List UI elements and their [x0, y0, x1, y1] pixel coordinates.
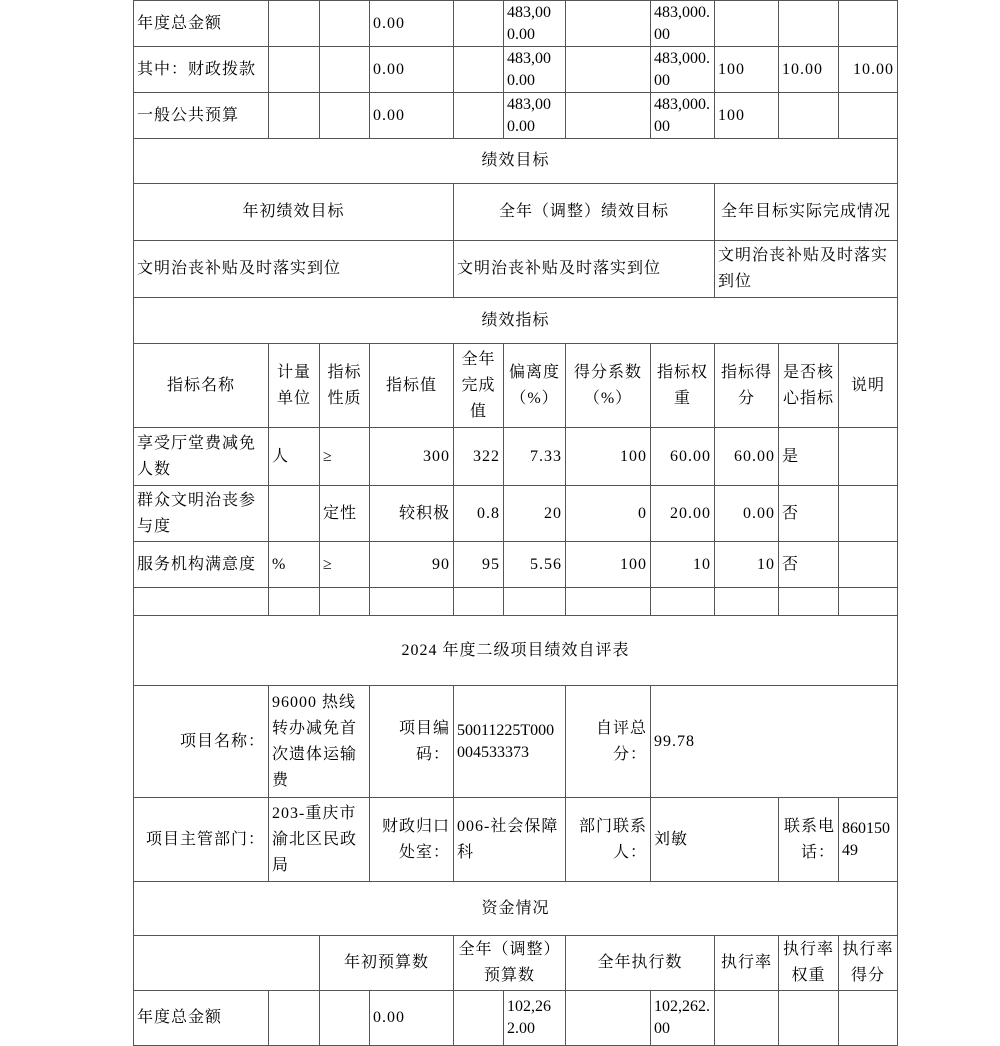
indicator-cell: [453, 427, 504, 486]
initial-budget: [369, 0, 454, 47]
rate-score: [838, 46, 898, 93]
empty-cell: [565, 990, 651, 1046]
section-title-goals: [133, 138, 898, 184]
indicator-cell: [838, 427, 898, 486]
indicator-header: [503, 343, 566, 428]
indicator-cell: [838, 485, 898, 542]
indicator-cell-text: 服务机构满意度: [137, 555, 257, 573]
rate-weight: [778, 0, 839, 47]
indicator-cell-text: 5.56: [530, 555, 562, 573]
indicator-cell-text: 20.00: [670, 504, 711, 522]
adjusted-budget-text: 483,000.00: [507, 95, 551, 135]
empty-cell: [319, 990, 370, 1046]
initial-budget-text: 0.00: [373, 106, 405, 124]
indicator-header-text: 指标权重: [656, 363, 708, 407]
indicator-header: [268, 343, 320, 428]
office-value-text: 006-社会保障科: [457, 817, 559, 861]
fund-header: [319, 935, 454, 991]
fund-row-label-text: 其中：财政拨款: [137, 60, 257, 78]
dept-label-text: 项目主管部门：: [145, 830, 265, 848]
indicator-cell: [565, 427, 651, 486]
indicator-header: [369, 343, 454, 428]
empty-cell: [268, 990, 320, 1046]
indicator-header-text: 偏离度（%）: [508, 363, 560, 407]
fund-header-text: 全年（调整）预算数: [458, 941, 561, 984]
indicator-header-text: 全年完成值: [461, 350, 496, 420]
dept-value-text: 203-重庆市渝北区民政局: [272, 804, 358, 874]
indicator-header-text: 指标名称: [166, 376, 235, 394]
indicator-cell: [453, 541, 504, 588]
indicator-cell-text: 60.00: [670, 447, 711, 465]
indicator-cell: [369, 485, 454, 542]
rate-weight: [778, 92, 839, 139]
executed-amount-text: 483,000.00: [654, 49, 710, 89]
indicator-cell-text: 322: [473, 447, 500, 465]
score-label-text: 自评总分：: [595, 719, 647, 763]
indicator-cell-text: 定性: [323, 504, 358, 522]
empty-cell: [319, 0, 370, 47]
indicator-cell: [503, 587, 566, 616]
goal-header: [714, 183, 898, 241]
execution-rate-text: 100: [718, 106, 745, 124]
empty-cell: [268, 0, 320, 47]
project-name: [268, 685, 370, 798]
dept-label: [133, 797, 269, 882]
goal-header-text: 年初绩效目标: [242, 203, 345, 220]
empty-cell: [268, 92, 320, 139]
empty-cell: [838, 990, 898, 1046]
indicator-cell: [268, 541, 320, 588]
empty-cell: [565, 46, 651, 93]
indicator-header-text: 是否核心指标: [782, 363, 834, 407]
indicator-header: [778, 343, 839, 428]
indicator-cell: [268, 587, 320, 616]
empty-cell: [714, 990, 779, 1046]
indicator-header-text: 指标性质: [327, 363, 362, 407]
fund-header: [778, 935, 839, 991]
contact-label-text: 部门联系人：: [578, 817, 647, 861]
adjusted-budget: [503, 990, 566, 1046]
indicator-cell: [714, 587, 779, 616]
section-title-indicators-text: 绩效指标: [481, 311, 550, 329]
project-name-label: [133, 685, 269, 798]
indicator-cell: [319, 485, 370, 542]
fund-header-text: 执行率权重: [782, 941, 834, 984]
executed-amount: [650, 92, 715, 139]
indicator-cell: [838, 587, 898, 616]
indicator-header: [319, 343, 370, 428]
fund-row-label-text: 一般公共预算: [137, 106, 240, 124]
goal-value-text: 文明治丧补贴及时落实到位: [718, 247, 889, 290]
empty-cell: [268, 46, 320, 93]
empty-cell: [453, 990, 504, 1046]
indicator-cell-text: 0.8: [477, 504, 500, 522]
indicator-cell: [565, 541, 651, 588]
executed-amount: [650, 46, 715, 93]
section-title-indicators: [133, 297, 898, 344]
executed-amount: [650, 0, 715, 47]
empty-cell: [778, 990, 839, 1046]
initial-budget-text: 0.00: [373, 1009, 405, 1026]
goal-header-text: 全年（调整）绩效目标: [498, 203, 669, 220]
office-value: [453, 797, 566, 882]
indicator-cell-text: 95: [482, 555, 500, 573]
section-title-funds: [133, 881, 898, 936]
indicator-header-text: 计量单位: [276, 363, 311, 407]
rate-weight: [778, 46, 839, 93]
indicator-cell-text: 100: [620, 555, 647, 573]
fund-header-text: 执行率得分: [842, 941, 894, 984]
indicator-cell-text: 7.33: [530, 447, 562, 465]
rate-weight-text: 10.00: [782, 60, 823, 78]
indicator-header: [133, 343, 269, 428]
empty-cell: [133, 935, 320, 991]
initial-budget: [369, 990, 454, 1046]
project-code-text: 50011225T000004533373: [457, 721, 555, 761]
contact-value: [650, 797, 779, 882]
indicator-cell: [369, 427, 454, 486]
initial-budget: [369, 92, 454, 139]
indicator-header-text: 指标值: [385, 376, 437, 394]
project-name-text: 96000 热线转办减免首次遗体运输费: [272, 693, 358, 789]
empty-cell: [453, 0, 504, 47]
contact-label: [565, 797, 651, 882]
section-title-goals-text: 绩效目标: [481, 152, 550, 169]
indicator-header-text: 说明: [850, 376, 885, 394]
indicator-cell-text: 0.00: [743, 504, 775, 522]
fund-header: [838, 935, 898, 991]
phone-label-text: 联系电话：: [783, 817, 835, 861]
indicator-cell: [133, 541, 269, 588]
indicator-cell-text: 群众文明治丧参与度: [137, 491, 257, 535]
indicator-cell-text: 否: [782, 555, 800, 573]
indicator-cell: [650, 427, 715, 486]
fund-row-label: [133, 46, 269, 93]
project-name-label-text: 项目名称：: [179, 732, 265, 750]
indicator-cell-text: 否: [782, 504, 800, 522]
indicator-cell: [778, 541, 839, 588]
office-label: [369, 797, 454, 882]
executed-amount: [650, 990, 715, 1046]
indicator-cell-text: 100: [620, 447, 647, 465]
fund-header-text: 年初预算数: [343, 954, 429, 971]
phone-label: [778, 797, 839, 882]
indicator-cell: [778, 427, 839, 486]
contact-value-text: 刘敏: [654, 830, 689, 848]
indicator-cell: [369, 587, 454, 616]
indicator-cell-text: 300: [423, 447, 450, 465]
project-code-label: [369, 685, 454, 798]
goal-value-text: 文明治丧补贴及时落实到位: [457, 260, 662, 277]
rate-score: [838, 0, 898, 47]
initial-budget: [369, 46, 454, 93]
fund-row-label: [133, 0, 269, 47]
initial-budget-text: 0.00: [373, 14, 405, 32]
empty-cell: [319, 46, 370, 93]
indicator-cell-text: ≥: [323, 447, 333, 465]
indicator-cell-text: 0: [638, 504, 647, 522]
adjusted-budget: [503, 0, 566, 47]
section-title-funds-text: 资金情况: [481, 899, 550, 917]
indicator-header: [565, 343, 651, 428]
executed-amount-text: 483,000.00: [654, 95, 710, 135]
goal-header-text: 全年目标实际完成情况: [720, 203, 891, 220]
fund-row-label-text: 年度总金额: [137, 1009, 223, 1026]
indicator-cell: [133, 427, 269, 486]
indicator-cell: [319, 541, 370, 588]
indicator-cell: [778, 485, 839, 542]
rate-score: [838, 92, 898, 139]
project-code: [453, 685, 566, 798]
executed-amount-text: 102,262.00: [654, 998, 710, 1037]
execution-rate-text: 100: [718, 60, 745, 78]
goal-header: [133, 183, 454, 241]
indicator-cell-text: 是: [782, 447, 800, 465]
execution-rate: [714, 92, 779, 139]
indicator-cell: [319, 587, 370, 616]
total-score-text: 99.78: [654, 732, 695, 750]
indicator-cell: [503, 427, 566, 486]
goal-value-text: 文明治丧补贴及时落实到位: [137, 260, 342, 277]
fund-header: [714, 935, 779, 991]
empty-cell: [565, 92, 651, 139]
indicator-cell-text: ≥: [323, 555, 333, 573]
indicator-cell: [714, 427, 779, 486]
fund-header-text: 全年执行数: [597, 954, 683, 971]
dept-value: [268, 797, 370, 882]
adjusted-budget-text: 483,000.00: [507, 49, 551, 89]
indicator-cell: [133, 485, 269, 542]
execution-rate: [714, 46, 779, 93]
indicator-cell: [453, 485, 504, 542]
indicator-cell: [650, 485, 715, 542]
indicator-cell-text: %: [272, 555, 287, 573]
indicator-cell: [650, 541, 715, 588]
indicator-header: [838, 343, 898, 428]
executed-amount-text: 483,000.00: [654, 3, 710, 43]
goal-value: [133, 240, 454, 298]
indicator-cell: [503, 485, 566, 542]
indicator-cell: [133, 587, 269, 616]
office-label-text: 财政归口处室：: [381, 817, 450, 861]
adjusted-budget-text: 483,000.00: [507, 3, 551, 43]
indicator-cell: [714, 541, 779, 588]
goal-value: [714, 240, 898, 298]
empty-cell: [453, 92, 504, 139]
indicator-header: [650, 343, 715, 428]
phone-value: [838, 797, 898, 882]
indicator-cell: [503, 541, 566, 588]
indicator-cell: [319, 427, 370, 486]
indicator-cell: [453, 587, 504, 616]
adjusted-budget: [503, 92, 566, 139]
empty-cell: [565, 0, 651, 47]
indicator-cell-text: 享受厅堂费减免人数: [137, 434, 257, 478]
indicator-cell: [565, 587, 651, 616]
empty-cell: [319, 92, 370, 139]
indicator-header: [453, 343, 504, 428]
indicator-cell: [778, 587, 839, 616]
indicator-cell: [268, 427, 320, 486]
indicator-cell-text: 较积极: [398, 504, 450, 522]
indicator-cell-text: 20: [544, 504, 562, 522]
indicator-header-text: 指标得分: [720, 363, 772, 407]
indicator-cell: [268, 485, 320, 542]
rate-score-text: 10.00: [853, 60, 894, 78]
phone-value-text: 86015049: [842, 819, 890, 859]
indicator-cell: [838, 541, 898, 588]
score-label: [565, 685, 651, 798]
fund-row-label: [133, 990, 269, 1046]
project-code-label-text: 项目编码：: [398, 719, 450, 763]
indicator-cell: [714, 485, 779, 542]
indicator-cell-text: 60.00: [734, 447, 775, 465]
initial-budget-text: 0.00: [373, 60, 405, 78]
adjusted-budget-text: 102,262.00: [507, 998, 551, 1037]
page-title: [133, 615, 898, 686]
indicator-header-text: 得分系数（%）: [573, 363, 642, 407]
page-title-text: 2024 年度二级项目绩效自评表: [401, 641, 630, 659]
indicator-cell-text: 90: [432, 555, 450, 573]
goal-value: [453, 240, 715, 298]
fund-header: [453, 935, 566, 991]
execution-rate: [714, 0, 779, 47]
fund-header: [565, 935, 715, 991]
goal-header: [453, 183, 715, 241]
indicator-cell-text: 10: [693, 555, 711, 573]
fund-header-text: 执行率: [720, 954, 772, 971]
indicator-cell-text: 10: [757, 555, 775, 573]
empty-cell: [453, 46, 504, 93]
indicator-cell: [565, 485, 651, 542]
indicator-cell: [650, 587, 715, 616]
indicator-header: [714, 343, 779, 428]
indicator-cell: [369, 541, 454, 588]
indicator-cell-text: 人: [272, 447, 290, 465]
total-score: [650, 685, 898, 798]
adjusted-budget: [503, 46, 566, 93]
fund-row-label: [133, 92, 269, 139]
fund-row-label-text: 年度总金额: [137, 14, 223, 32]
